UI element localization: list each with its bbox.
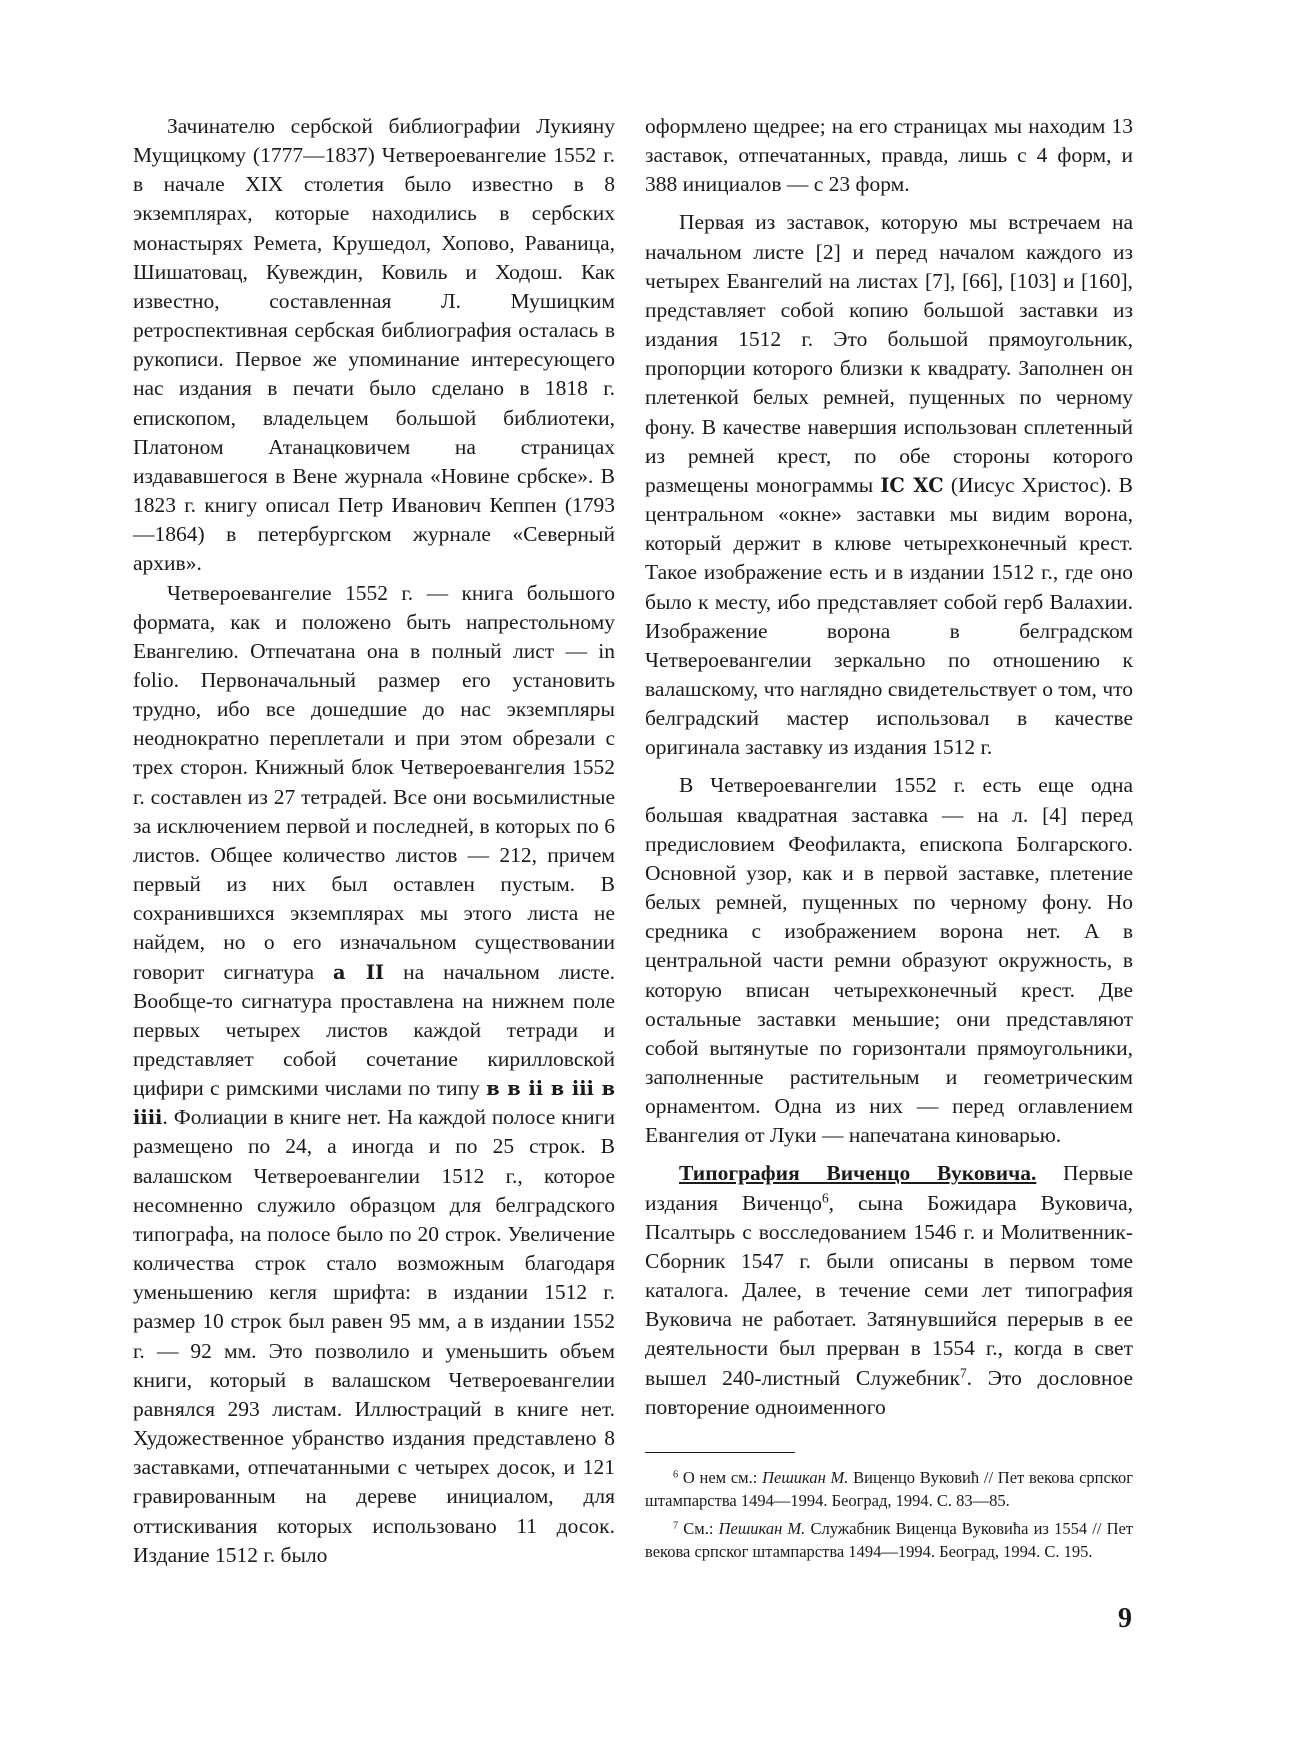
footnote <box>645 1466 1133 1513</box>
footnote <box>645 1517 1133 1564</box>
text-run: , сына Божидара Вуковича, Псалтырь с восследованием 1546 г. и Молитвенник-Сборник 1547 г. были описаны в первом томе каталога. Далее, в течение семи лет типография Вуковича не работает. Затянувшийся перерыв в ее деятельности был прерван в 1554 г., когда в свет вышел 240-листный Служебник <box>645 1190 1133 1390</box>
text-run: на начальном листе. Вообще-то сигнатура проставлена на нижнем поле первых четырех листов каждой тетради и представляет собой сочетание кирилловской цифири с римскими числами по типу <box>133 959 615 1101</box>
page-number: 9 <box>1118 1603 1132 1634</box>
text-run: (Иисус Христос). В центральном «окне» заставки мы видим ворона, который держит в клюве четырехконечный крест. Такое изображение есть и в издании 1512 г., где оно было к месту, ибо представляет собой герб Валахии. Изображение ворона в белградском Четвероевангелии зеркально по отношению к валашскому, что наглядно свидетельствует о том, что белградский мастер использовал в качестве оригинала заставку из издания 1512 г. <box>645 472 1134 760</box>
text-run: Четвероевангелие 1552 г. — книга большого формата, как и положено быть напрестольному Евангелию. Отпечатана она в полный лист — in folio. Первоначальный размер его установить трудно, ибо все дошедшие до нас экземпляры неоднократно переплетали и при этом обрезали с трех сторон. Книжный блок Четвероевангелия 1552 г. составлен из 27 тетрадей. Все они восьмилистные за исключением первой и последней, в которых по 6 листов. Общее количество листов — 212, причем первый из них был оставлен пустым. В сохранившихся экземплярах мы этого листа не найдем, но о его изначальном существовании говорит сигнатура <box>133 580 615 984</box>
paragraph: оформлено щедрее; на его страницах мы находим 13 заставок, отпечатанных, правда, лишь с 4 форм, и 388 инициалов — с 23 форм. <box>645 114 1133 197</box>
left-column <box>133 112 615 1570</box>
text-run: Первые издания Виченцо <box>645 1161 1134 1215</box>
footnote-number: 6 <box>673 1469 679 1481</box>
text-run: . Фолиации в книге нет. На каждой полосе книги размещено по 24, а иногда и по 25 строк. В валашском Четвероевангелии 1512 г., которое несомненно служило образцом для белградского типографа, на полосе было по 20 строк. Увеличение количества строк стало возможным благодаря уменьшению кегля шрифта: в издании 1512 г. размер 10 строк был равен 95 мм, а в издании 1552 г. — 92 мм. Это позволило и уменьшить объем книги, который в валашском Четвероевангелии равнялся 293 листам. Иллюстраций в книге нет. Художественное убранство издания представлено 8 заставками, отпечатанными с четырех досок, и 121 гравированным на дереве инициалом, для оттискивания которых использовано 11 досок. Издание 1512 г. было <box>133 1105 615 1567</box>
footnote-author: Пешикан М. <box>762 1468 849 1487</box>
right-column <box>645 112 1133 1422</box>
paragraph: Зачинателю сербской библиографии Лукияну Мущицкому (1777—1837) Четвероевангелие 1552 г. в начале XIX столетия было известно в 8 экземплярах, которые находились в сербских монастырях Ремета, Крушедол, Хопово, Раваница, Шишатовац, Кувеждин, Ковиль и Ходош. Как известно, составленная Л. Мушицким ретроспективная сербская библиография осталась в рукописи. Первое же упоминание интересующего нас издания в печати было сделано в 1818 г. епископом, владельцем большой библиотеки, Платоном Атанацковичем на страницах издававшегося в Вене журнала «Новине србске». В 1823 г. книгу описал Петр Иванович Кеппен (1793—1864) в петербургском журнале «Северный архив». <box>133 114 615 576</box>
section-heading: Типография Виченцо Вуковича. <box>679 1161 1037 1186</box>
signature-glyph: в в ii в iii в iiii <box>133 1077 616 1130</box>
text-run: . Это дословное повторение одноименного <box>645 1365 1134 1419</box>
footnote-text: Виценцо Вуковић // Пет векова српског штампарства 1494—1994. Београд, 1994. С. 83—85. <box>645 1468 1134 1511</box>
footnotes <box>645 1466 1133 1567</box>
signature-glyph: а II <box>333 960 385 984</box>
paragraph <box>645 208 1133 762</box>
footnote-ref: 6 <box>821 1190 829 1206</box>
text-run: Первая из заставок, которую мы встречаем на начальном листе [2] и перед началом каждого из четырех Евангелий на листах [7], [66], [103] и [160], представляет собой копию большой заставки из издания 1512 г. Это большой прямоугольник, пропорции которого близки к квадрату. Заполнен он плетенкой белых ремней, пущенных по черному фону. В качестве навершия использован сплетенный из ремней крест, по обе стороны которого размещены монограммы <box>645 210 1133 497</box>
paragraph <box>645 1159 1133 1421</box>
footnote-number: 7 <box>673 1519 679 1531</box>
footnote-prefix: О нем см.: <box>682 1468 758 1487</box>
paragraph: В Четвероевангелии 1552 г. есть еще одна большая квадратная заставка — на л. [4] перед предисловием Феофилакта, епископа Болгарского. Основной узор, как и в первой заставке, плетение белых ремней, пущенных по черному фону. Но средника с изображением ворона нет. А в центральной части ремни образуют окружность, в которую вписан четырехконечный крест. Две остальные заставки меньшие; они представляют собой вытянутые по горизонтали прямоугольники, заполненные растительным и геометрическим орнаментом. Одна из них — перед оглавлением Евангелия от Луки — напечатана киноварью. <box>645 773 1133 1148</box>
footnote-ref: 7 <box>959 1365 967 1381</box>
footnote-prefix: См.: <box>683 1518 714 1538</box>
monogram-glyph: ІС ХС <box>880 473 944 497</box>
footnote-divider <box>645 1452 795 1453</box>
footnote-author: Пешикан М. <box>718 1518 806 1538</box>
footnote-text: Служабник Виценца Вуковића из 1554 // Пет векова српског штампарства 1494—1994. Београд, 1994. С. 195. <box>645 1518 1134 1561</box>
paragraph <box>133 579 615 1570</box>
